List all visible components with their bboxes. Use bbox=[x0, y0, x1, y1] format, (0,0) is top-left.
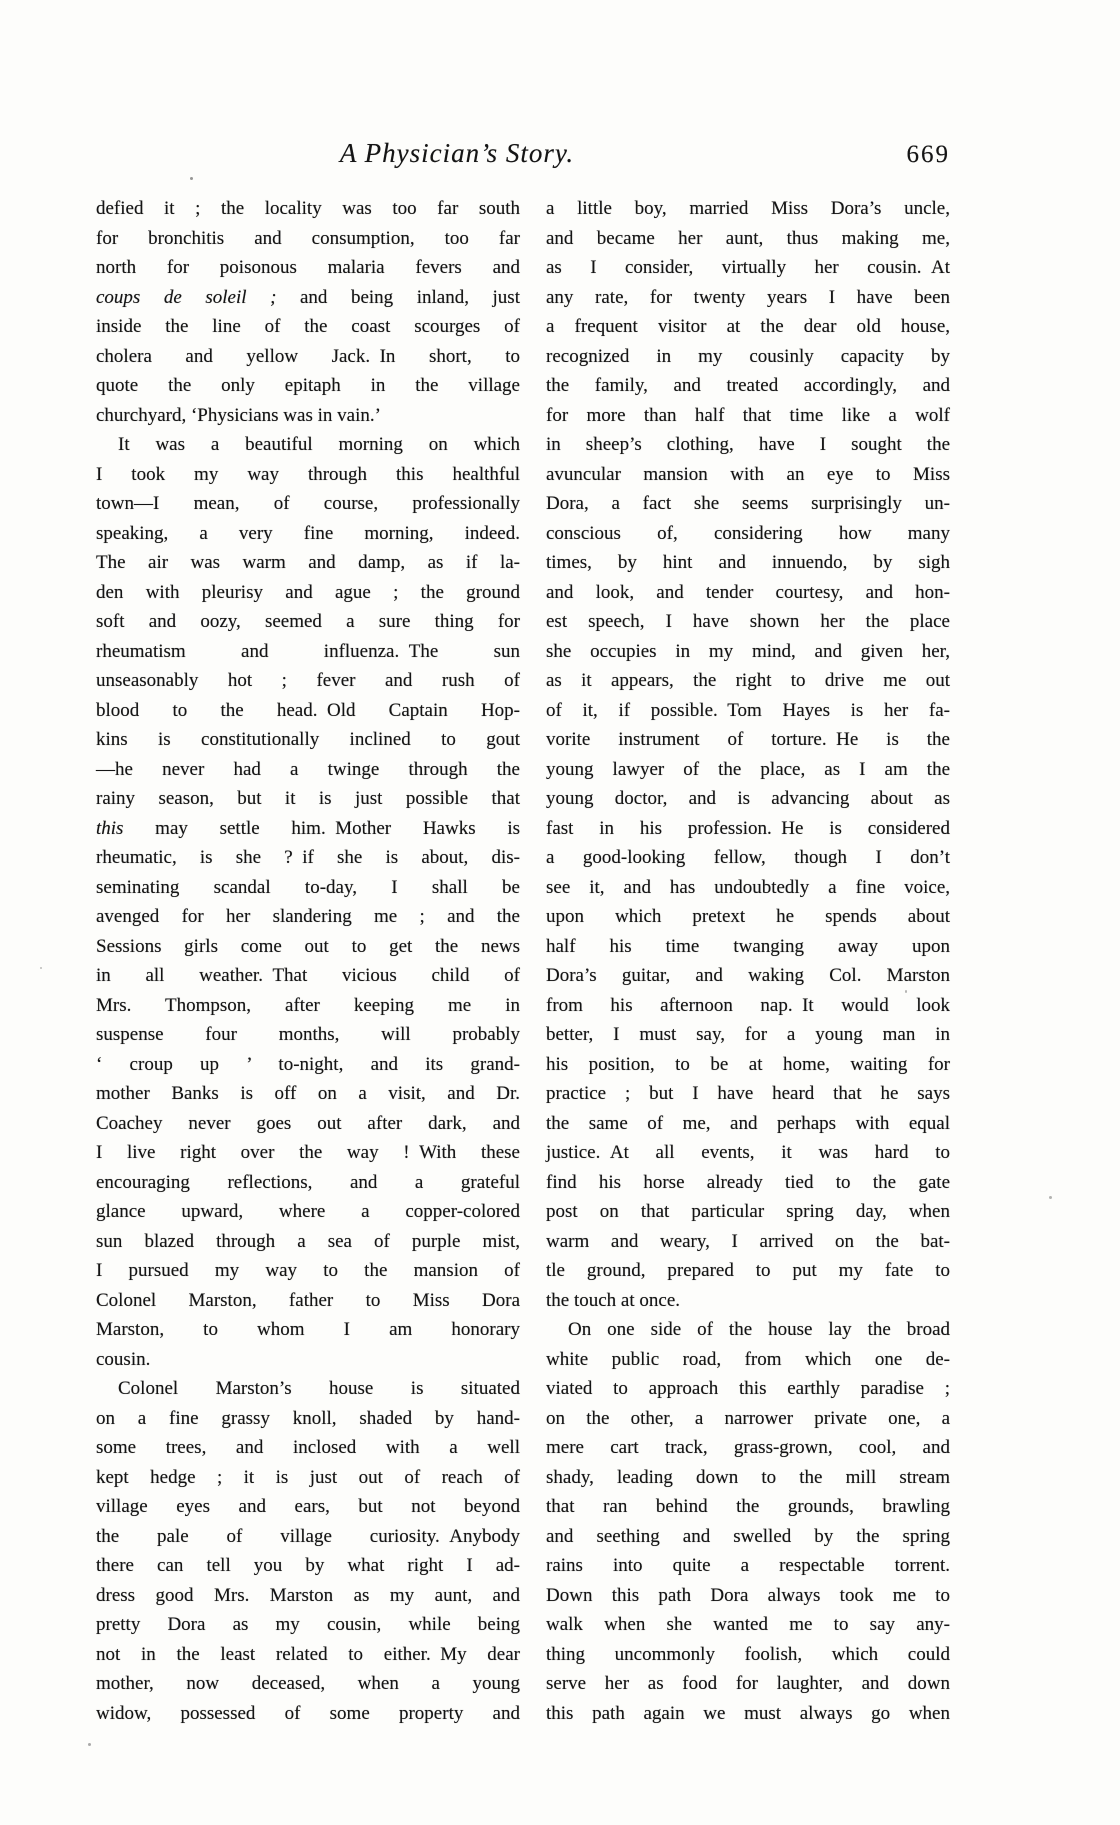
text-line: of it, if possible. Tom Hayes is her fa- bbox=[546, 699, 950, 721]
text-line: as it appears, the right to drive me out bbox=[546, 670, 950, 691]
text-line: in all weather. That vicious child of bbox=[96, 965, 520, 986]
text-line: soft and oozy, seemed a sure thing for bbox=[96, 611, 520, 632]
text-line: young doctor, and is advancing about as bbox=[546, 788, 950, 809]
text-line: better, I must say, for a young man in bbox=[546, 1024, 950, 1045]
text-line: ‘ croup up ’ to-night, and its grand- bbox=[96, 1053, 520, 1075]
text-line: not in the least related to either. My dear bbox=[96, 1643, 520, 1665]
text-line: unseasonably hot ; fever and rush of bbox=[96, 670, 520, 691]
text-line: practice ; but I have heard that he says bbox=[546, 1083, 950, 1104]
paragraph bbox=[96, 430, 520, 1374]
text-line: and seething and swelled by the spring bbox=[546, 1525, 950, 1547]
text-line: churchyard, ‘Physicians was in vain.’ bbox=[96, 404, 381, 426]
text-line: his position, to be at home, waiting for bbox=[546, 1053, 950, 1075]
text-line: upon which pretext he spends about bbox=[546, 906, 950, 927]
text-line: fast in his profession. He is considered bbox=[546, 817, 950, 839]
text-line: post on that particular spring day, when bbox=[546, 1201, 950, 1222]
running-header bbox=[96, 138, 950, 178]
paragraph bbox=[96, 1374, 520, 1728]
text-line: find his horse already tied to the gate bbox=[546, 1171, 950, 1193]
text-line: for bronchitis and consumption, too far bbox=[96, 227, 520, 249]
text-line: pretty Dora as my cousin, while being bbox=[96, 1614, 520, 1635]
text-line: for more than half that time like a wolf bbox=[546, 404, 950, 426]
text-line: and look, and tender courtesy, and hon- bbox=[546, 581, 950, 603]
text-line: the same of me, and perhaps with equal bbox=[546, 1112, 950, 1134]
text-line: Dora, a fact she seems surprisingly un- bbox=[546, 493, 950, 514]
text-line: I took my way through this healthful bbox=[96, 463, 520, 485]
text-line: mother Banks is off on a visit, and Dr. bbox=[96, 1083, 520, 1104]
text-line: tle ground, prepared to put my fate to bbox=[546, 1260, 950, 1281]
text-line: mother, now deceased, when a young bbox=[96, 1673, 520, 1694]
text-line: that ran behind the grounds, brawling bbox=[546, 1496, 950, 1517]
text-line: on a fine grassy knoll, shaded by hand- bbox=[96, 1407, 520, 1429]
scan-artifact bbox=[88, 1743, 91, 1746]
text-line: the pale of village curiosity. Anybody bbox=[96, 1525, 520, 1547]
text-line: mere cart track, grass-grown, cool, and bbox=[546, 1437, 950, 1458]
text-line: a good-looking fellow, though I don’t bbox=[546, 847, 950, 868]
text-line: shady, leading down to the mill stream bbox=[546, 1466, 950, 1488]
text-line: Mrs. Thompson, after keeping me in bbox=[96, 994, 520, 1016]
text-line: avenged for her slandering me ; and the bbox=[96, 906, 520, 927]
text-line: this path again we must always go when bbox=[546, 1702, 950, 1724]
text-line: The air was warm and damp, as if la- bbox=[96, 552, 520, 573]
text-line: half his time twanging away upon bbox=[546, 935, 950, 957]
text-line: town—I mean, of course, professionally bbox=[96, 493, 520, 514]
text-line: Dora’s guitar, and waking Col. Marston bbox=[546, 965, 950, 986]
two-column-body bbox=[96, 194, 950, 1728]
text-line: any rate, for twenty years I have been bbox=[546, 286, 950, 308]
text-line: some trees, and inclosed with a well bbox=[96, 1437, 520, 1458]
text-line: cholera and yellow Jack. In short, to bbox=[96, 345, 520, 367]
text-line: a frequent visitor at the dear old house, bbox=[546, 316, 950, 337]
text-line: est speech, I have shown her the place bbox=[546, 611, 950, 632]
text-line: conscious of, considering how many bbox=[546, 522, 950, 544]
text-line: on the other, a narrower private one, a bbox=[546, 1407, 950, 1429]
scan-artifact bbox=[905, 990, 907, 993]
text-line: Colonel Marston’s house is situated bbox=[118, 1378, 520, 1399]
scan-artifact bbox=[1049, 1196, 1052, 1199]
text-line: rains into quite a respectable torrent. bbox=[546, 1555, 950, 1576]
text-line: glance upward, where a copper-colored bbox=[96, 1201, 520, 1222]
text-line: coups de soleil ; and being inland, just bbox=[96, 286, 520, 308]
text-line: encouraging reflections, and a grateful bbox=[96, 1171, 520, 1193]
text-line: times, by hint and innuendo, by sigh bbox=[546, 552, 950, 573]
scan-artifact bbox=[190, 177, 193, 180]
text-line: recognized in my cousinly capacity by bbox=[546, 345, 950, 367]
text-line: Coachey never goes out after dark, and bbox=[96, 1112, 520, 1134]
text-line: white public road, from which one de- bbox=[546, 1348, 950, 1370]
text-line: from his afternoon nap. It would look bbox=[546, 994, 950, 1016]
text-line: the family, and treated accordingly, and bbox=[546, 375, 950, 396]
text-line: dress good Mrs. Marston as my aunt, and bbox=[96, 1584, 520, 1606]
text-line: justice. At all events, it was hard to bbox=[546, 1142, 950, 1163]
text-line: Colonel Marston, father to Miss Dora bbox=[96, 1289, 520, 1311]
text-line: avuncular mansion with an eye to Miss bbox=[546, 463, 950, 485]
text-line: kins is constitutionally inclined to gout bbox=[96, 729, 520, 750]
text-line: rheumatic, is she ? if she is about, dis- bbox=[96, 847, 520, 868]
text-line: quote the only epitaph in the village bbox=[96, 375, 520, 396]
paragraph bbox=[546, 194, 950, 1315]
text-line: village eyes and ears, but not beyond bbox=[96, 1496, 520, 1517]
text-line: the touch at once. bbox=[546, 1289, 681, 1311]
text-line: kept hedge ; it is just out of reach of bbox=[96, 1466, 520, 1488]
text-block bbox=[96, 138, 950, 1728]
text-line: vorite instrument of torture. He is the bbox=[546, 729, 950, 750]
text-line: I pursued my way to the mansion of bbox=[96, 1260, 520, 1281]
text-line: a little boy, married Miss Dora’s uncle, bbox=[546, 198, 950, 219]
text-line: widow, possessed of some property and bbox=[96, 1702, 520, 1724]
text-line: this may settle him. Mother Hawks is bbox=[96, 817, 520, 839]
page-number: 669 bbox=[906, 141, 950, 168]
text-line: suspense four months, will probably bbox=[96, 1024, 520, 1045]
text-line: sun blazed through a sea of purple mist, bbox=[96, 1230, 520, 1252]
text-line: rheumatism and influenza. The sun bbox=[96, 640, 520, 662]
text-line: —he never had a twinge through the bbox=[96, 758, 520, 780]
text-line: Marston, to whom I am honorary bbox=[96, 1319, 520, 1340]
paragraph bbox=[546, 1315, 950, 1728]
text-line: It was a beautiful morning on which bbox=[118, 434, 520, 455]
text-line: and became her aunt, thus making me, bbox=[546, 227, 950, 249]
page-title: A Physician’s Story. bbox=[339, 138, 575, 168]
text-line: serve her as food for laughter, and down bbox=[546, 1673, 950, 1694]
right-column bbox=[546, 194, 950, 1728]
left-column bbox=[96, 194, 520, 1728]
text-line: thing uncommonly foolish, which could bbox=[546, 1643, 950, 1665]
text-line: On one side of the house lay the broad bbox=[568, 1319, 950, 1340]
text-line: north for poisonous malaria fevers and bbox=[96, 257, 520, 278]
text-line: cousin. bbox=[96, 1348, 151, 1370]
text-line: den with pleurisy and ague ; the ground bbox=[96, 581, 520, 603]
text-line: Down this path Dora always took me to bbox=[546, 1584, 950, 1606]
text-line: speaking, a very fine morning, indeed. bbox=[96, 522, 520, 544]
text-line: there can tell you by what right I ad- bbox=[96, 1555, 520, 1576]
text-line: seminating scandal to-day, I shall be bbox=[96, 876, 520, 898]
text-line: viated to approach this earthly paradise ; bbox=[546, 1378, 950, 1399]
paragraph bbox=[96, 194, 520, 430]
text-line: young lawyer of the place, as I am the bbox=[546, 758, 950, 780]
text-line: she occupies in my mind, and given her, bbox=[546, 640, 950, 662]
text-line: see it, and has undoubtedly a fine voice, bbox=[546, 876, 950, 898]
text-line: rainy season, but it is just possible that bbox=[96, 788, 520, 809]
text-line: inside the line of the coast scourges of bbox=[96, 316, 520, 337]
text-line: walk when she wanted me to say any- bbox=[546, 1614, 950, 1635]
text-line: blood to the head. Old Captain Hop- bbox=[96, 699, 520, 721]
text-line: in sheep’s clothing, have I sought the bbox=[546, 434, 950, 455]
text-line: defied it ; the locality was too far south bbox=[96, 198, 520, 219]
text-line: I live right over the way ! With these bbox=[96, 1142, 520, 1163]
text-line: warm and weary, I arrived on the bat- bbox=[546, 1230, 950, 1252]
text-line: as I consider, virtually her cousin. At bbox=[546, 257, 950, 278]
text-line: Sessions girls come out to get the news bbox=[96, 935, 520, 957]
scan-artifact bbox=[40, 967, 42, 969]
